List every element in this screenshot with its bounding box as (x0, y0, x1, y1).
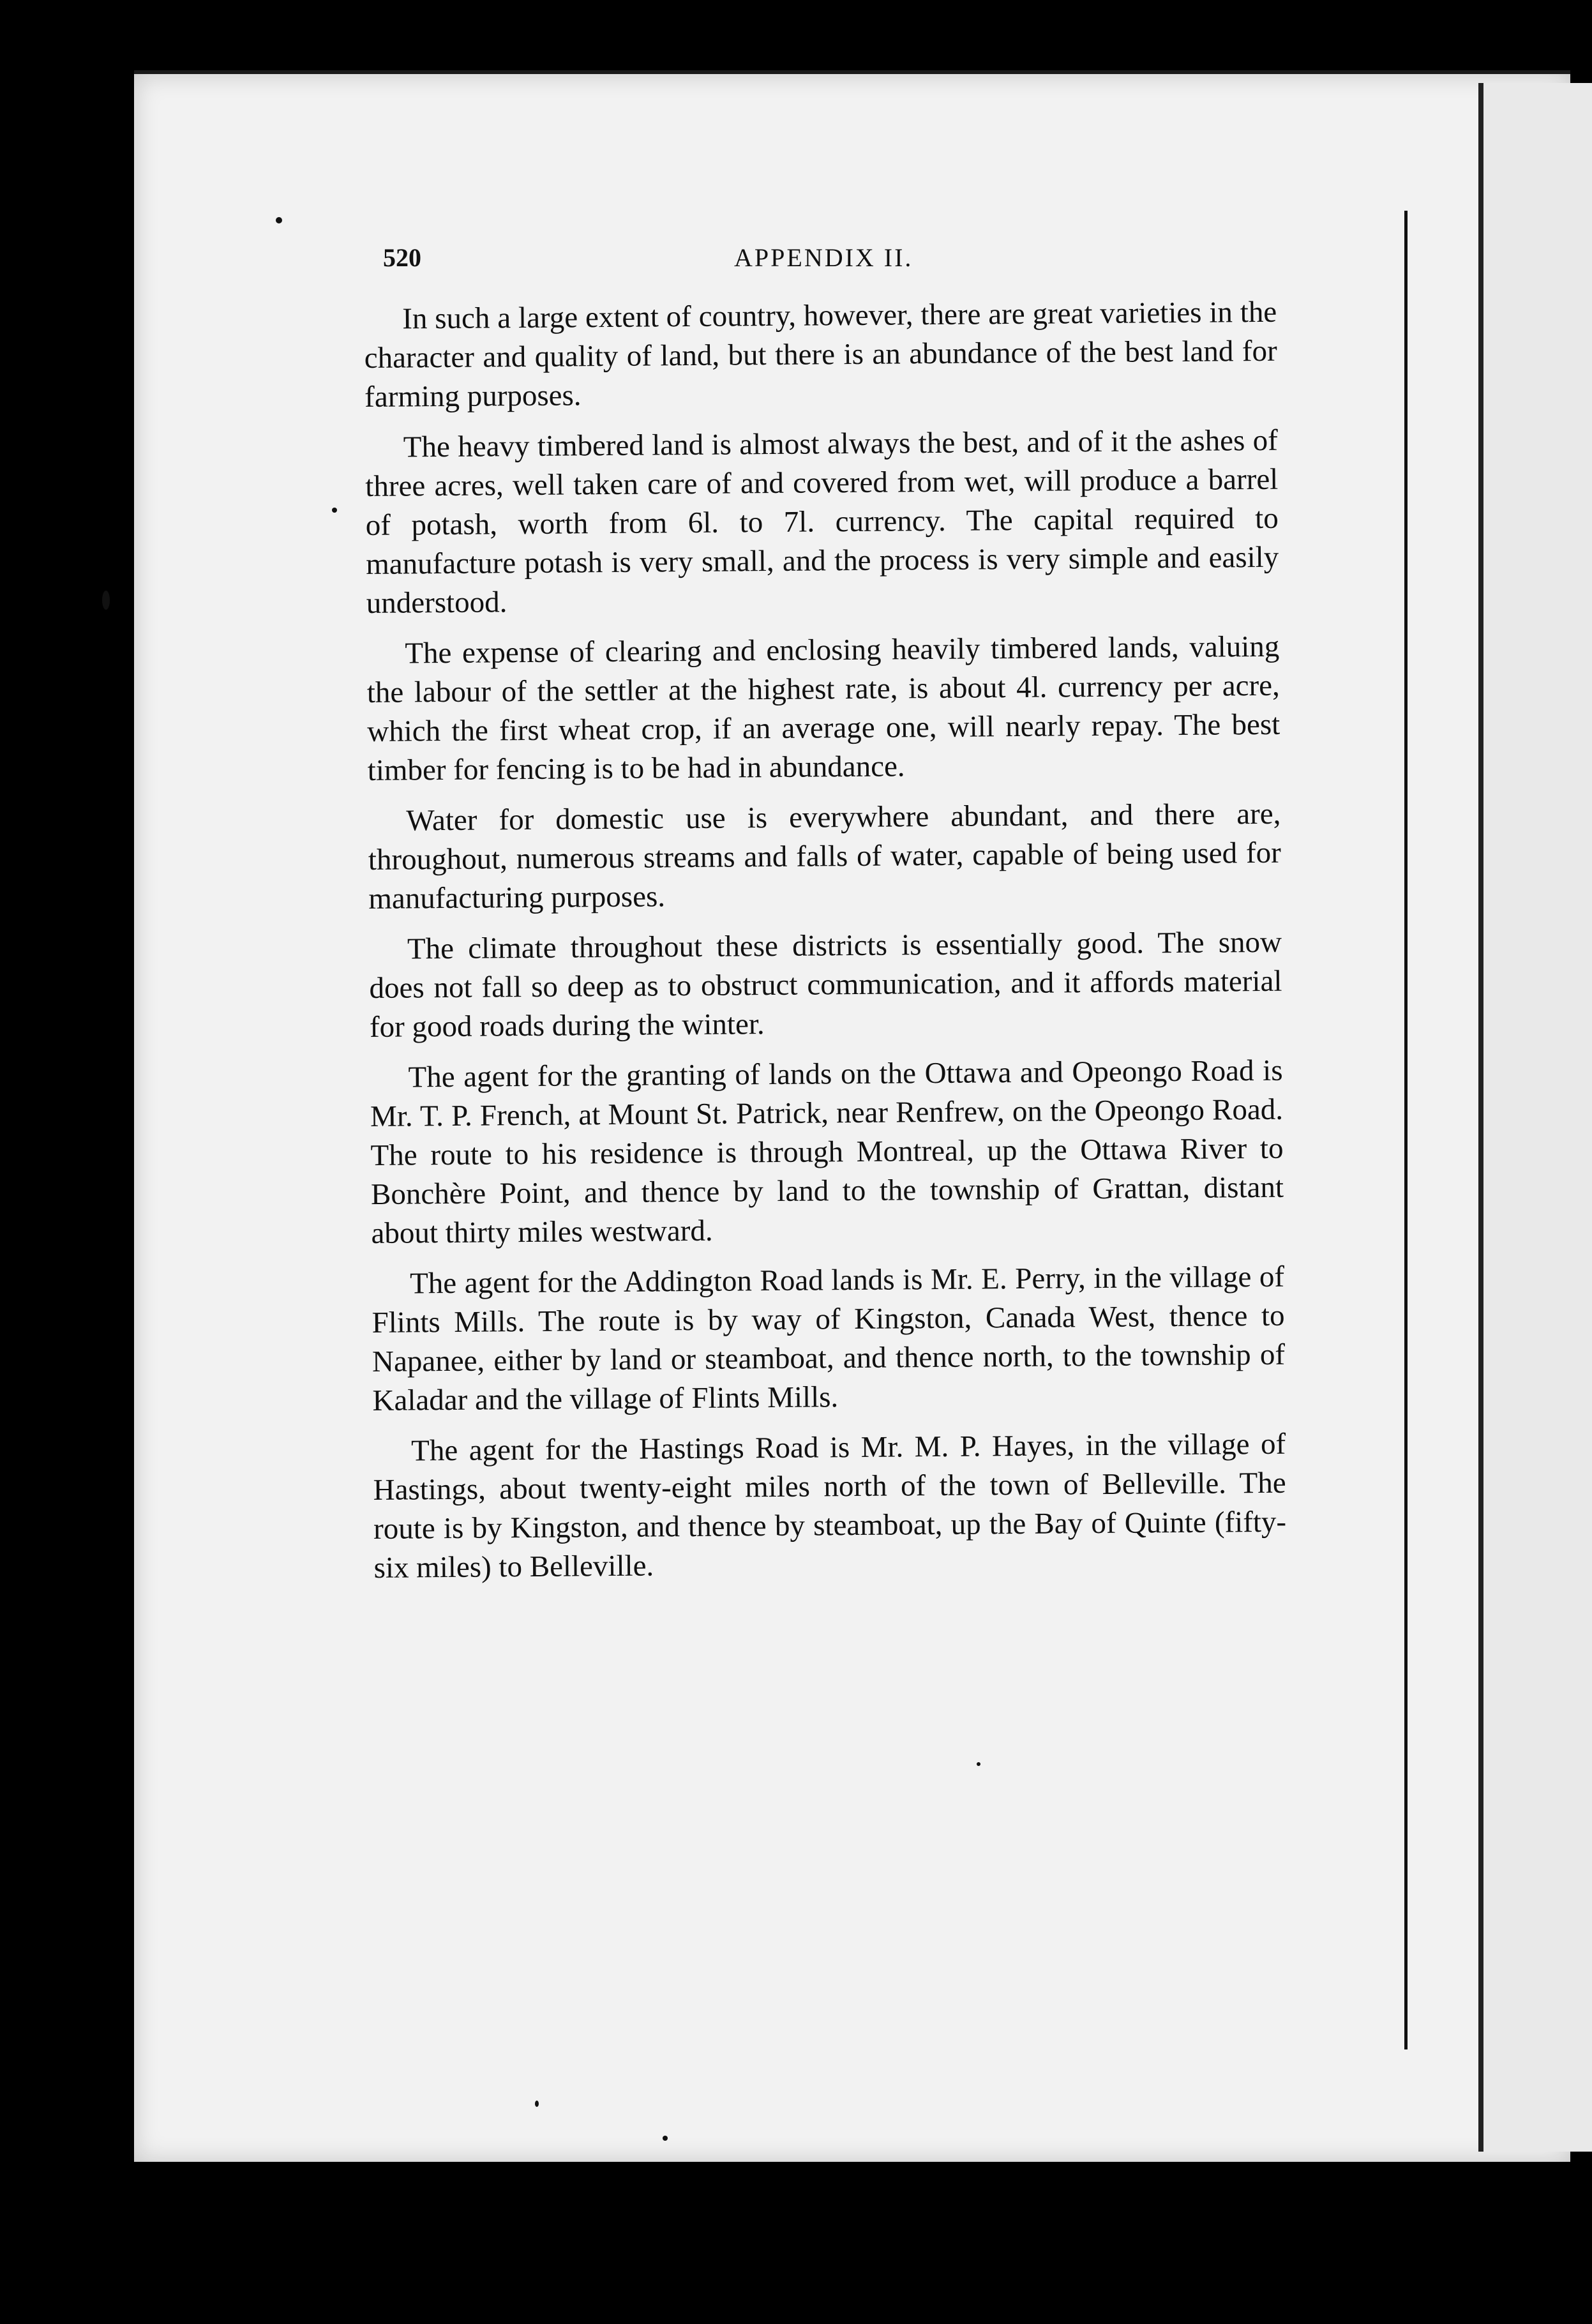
paragraph: The agent for the Hastings Road is Mr. M. P. Hayes, in the village of Hastings, about twenty-eight miles north of the town of Belleville. The route is by Kingston, and thence by steamboat, up the Bay of Quinte (fifty-six miles) to Belleville. (373, 1427, 1287, 1585)
running-head: APPENDIX II. (734, 243, 913, 272)
paragraph: Water for domestic use is everywhere abundant, and there are, throughout, numerous streams and falls of water, capable of being used for manufacturing purposes. (368, 797, 1282, 916)
adjacent-page-edge (1478, 83, 1592, 2152)
body-text (364, 293, 1287, 1599)
paragraph: The agent for the Addington Road lands is Mr. E. Perry, in the village of Flints Mills. The route is by way of Kingston, Canada West, thence to Napanee, either by land or steamboat, and thence north, to the township of Kaladar and the village of Flints Mills. (372, 1260, 1286, 1417)
ink-speck (332, 508, 337, 513)
paragraph: The heavy timbered land is almost always the best, and of it the ashes of three acres, well taken care of and covered from wet, will produce a barrel of potash, worth from 6l. to 7l. currency. The capital required to manufacture potash is very small, and the process is very simple and easily understood. (365, 423, 1279, 620)
ink-speck (102, 591, 110, 610)
page-number: 520 (383, 243, 421, 272)
ink-speck (535, 2101, 539, 2107)
paragraph: In such a large extent of country, however, there are great varieties in the character and quality of land, but there is an abundance of the best land for farming purposes. (364, 295, 1277, 414)
gutter-line (1404, 211, 1408, 2049)
paragraph: The climate throughout these districts is essentially good. The snow does not fall so deep as to obstruct communication, and it affords material for good roads during the winter. (369, 925, 1282, 1044)
ink-speck (977, 1762, 980, 1766)
paragraph: The expense of clearing and enclosing heavily timbered lands, valuing the labour of the settler at the highest rate, is about 4l. currency per acre, which the first wheat crop, if an average one, will nearly repay. The best timber for fencing is to be had in abundance. (366, 630, 1280, 787)
ink-speck (663, 2136, 668, 2141)
paragraph: The agent for the granting of lands on the Ottawa and Opeongo Road is Mr. T. P. French, at Mount St. Patrick, near Renfrew, on the Opeongo Road. The route to his residence is through Montreal, up the Ottawa River to Bonchère Point, and thence by land to the township of Grattan, distant about thirty miles westward. (370, 1053, 1284, 1250)
ink-speck (276, 217, 282, 223)
page-header (383, 243, 1277, 281)
